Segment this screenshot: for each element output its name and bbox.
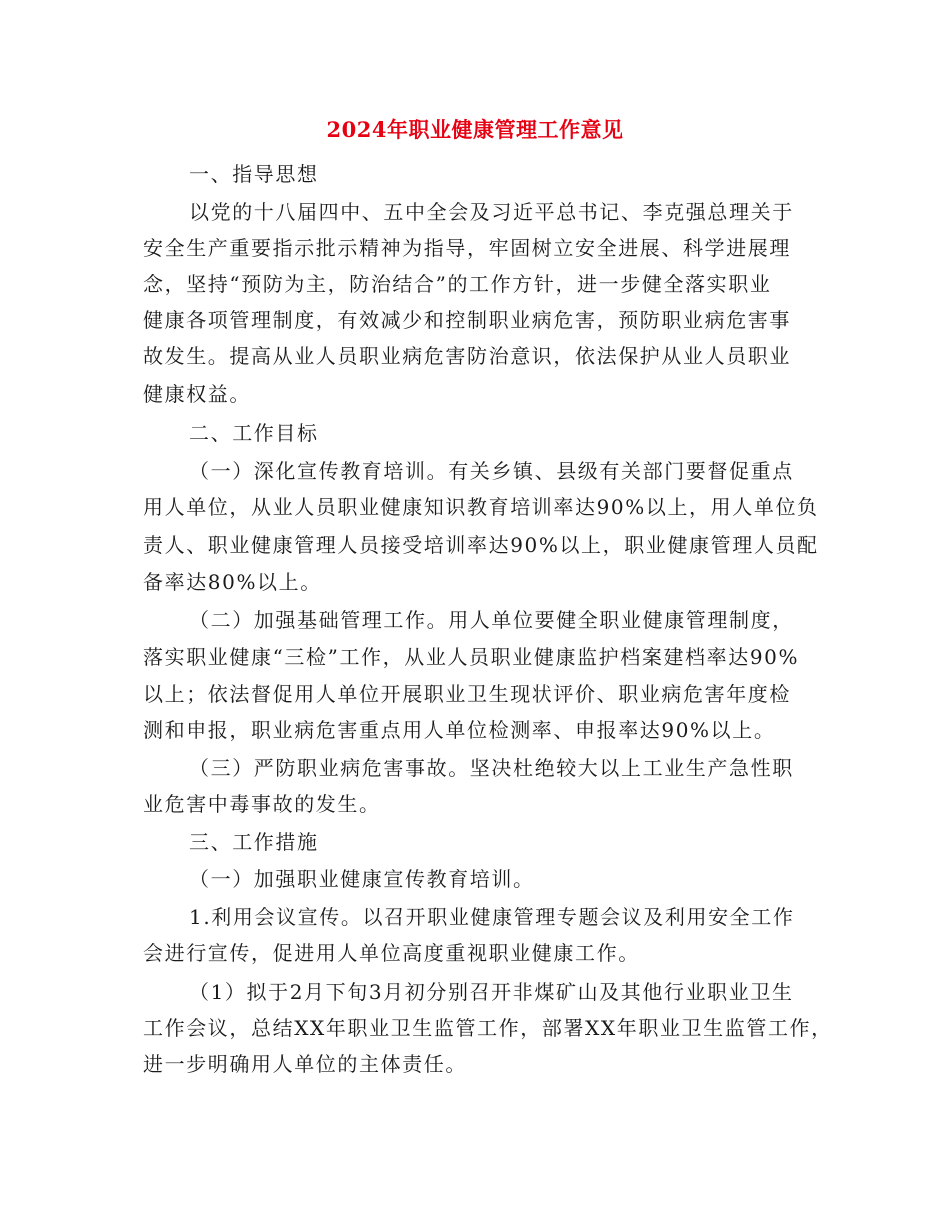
paragraph-line: 以党的十八届四中、五中全会及习近平总书记、李克强总理关于: [189, 200, 794, 224]
paragraph-line: 责人、职业健康管理人员接受培训率达90%以上，职业健康管理人员配: [143, 533, 819, 557]
paragraph-line: 工作会议，总结XX年职业卫生监管工作，部署XX年职业卫生监管工作，: [143, 1016, 833, 1040]
paragraph-line: （一）深化宣传教育培训。有关乡镇、县级有关部门要督促重点: [189, 459, 794, 483]
paragraph-line: 备率达80%以上。: [143, 570, 322, 594]
paragraph-line: 落实职业健康“三检”工作，从业人员职业健康监护档案建档率达90%: [143, 645, 800, 669]
paragraph-line: 安全生产重要指示批示精神为指导，牢固树立安全进展、科学进展理: [143, 236, 791, 260]
section-heading: 二、工作目标: [189, 421, 319, 445]
paragraph-line: 测和申报，职业病危害重点用人单位检测率、申报率达90%以上。: [143, 718, 776, 742]
paragraph-line: 会进行宣传，促进用人单位高度重视职业健康工作。: [143, 941, 640, 965]
paragraph-line: 业危害中毒事故的发生。: [143, 792, 381, 816]
paragraph-line: 念，坚持“预防为主，防治结合”的工作方针，进一步健全落实职业: [143, 272, 772, 296]
paragraph-line: （三）严防职业病危害事故。坚决杜绝较大以上工业生产急性职: [189, 756, 794, 780]
paragraph-line: 健康各项管理制度，有效减少和控制职业病危害，预防职业病危害事: [143, 308, 791, 332]
paragraph-line: 健康权益。: [143, 382, 251, 406]
subsection-heading: （一）加强职业健康宣传教育培训。: [189, 867, 535, 891]
paragraph-line: 用人单位，从业人员职业健康知识教育培训率达90%以上，用人单位负: [143, 495, 819, 519]
paragraph-line: （1）拟于2月下旬3月初分别召开非煤矿山及其他行业职业卫生: [189, 980, 794, 1004]
document-title: 2024年职业健康管理工作意见: [326, 117, 624, 142]
section-heading: 一、指导思想: [189, 162, 319, 186]
paragraph-line: 以上；依法督促用人单位开展职业卫生现状评价、职业病危害年度检: [143, 682, 791, 706]
section-heading: 三、工作措施: [189, 830, 319, 854]
paragraph-line: 进一步明确用人单位的主体责任。: [143, 1052, 467, 1076]
paragraph-line: 故发生。提高从业人员职业病危害防治意识，依法保护从业人员职业: [143, 344, 791, 368]
paragraph-line: （二）加强基础管理工作。用人单位要健全职业健康管理制度，: [189, 608, 794, 632]
paragraph-line: 1.利用会议宣传。以召开职业健康管理专题会议及利用安全工作: [189, 905, 795, 929]
